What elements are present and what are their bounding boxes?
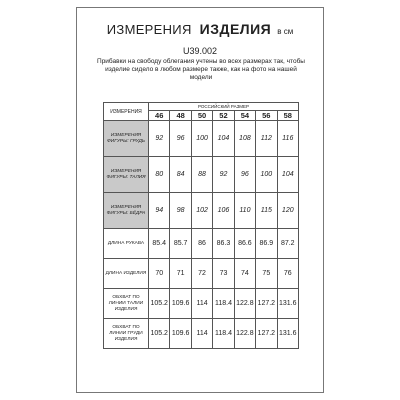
size-chart-sheet: [76, 7, 324, 393]
value-cell: 108: [234, 121, 255, 157]
title-measurements: ИЗМЕРЕНИЯ: [106, 22, 192, 37]
value-cell: 131.6: [277, 319, 298, 349]
size-header-cell: 48: [170, 111, 191, 121]
value-cell: 75: [256, 259, 277, 289]
value-cell: 110: [234, 193, 255, 229]
row-label: ДЛИНА ИЗДЕЛИЯ: [104, 259, 149, 289]
table-row: [104, 259, 299, 289]
value-cell: 112: [256, 121, 277, 157]
value-cell: 122.8: [234, 319, 255, 349]
table-row: [104, 157, 299, 193]
table-row: [104, 289, 299, 319]
value-cell: 118.4: [213, 289, 234, 319]
value-cell: 114: [191, 319, 212, 349]
title-unit: в см: [277, 27, 294, 36]
value-cell: 96: [234, 157, 255, 193]
value-cell: 100: [191, 121, 212, 157]
row-label: ИЗМЕРЕНИЯ ФИГУРЫ: ТАЛИЯ: [104, 157, 149, 193]
value-cell: 70: [149, 259, 170, 289]
value-cell: 109.6: [170, 319, 191, 349]
value-cell: 106: [213, 193, 234, 229]
value-cell: 100: [256, 157, 277, 193]
value-cell: 85.4: [149, 229, 170, 259]
value-cell: 105.2: [149, 289, 170, 319]
value-cell: 102: [191, 193, 212, 229]
value-cell: 88: [191, 157, 212, 193]
size-header-cell: 54: [234, 111, 255, 121]
title-garment: ИЗДЕЛИЯ: [199, 21, 272, 37]
value-cell: 92: [213, 157, 234, 193]
row-label: ДЛИНА РУКАВА: [104, 229, 149, 259]
value-cell: 86.6: [234, 229, 255, 259]
value-cell: 104: [277, 157, 298, 193]
table-row: [104, 193, 299, 229]
value-cell: 71: [170, 259, 191, 289]
value-cell: 118.4: [213, 319, 234, 349]
value-cell: 94: [149, 193, 170, 229]
value-cell: 96: [170, 121, 191, 157]
size-header-cell: 52: [213, 111, 234, 121]
value-cell: 122.8: [234, 289, 255, 319]
size-header-row: [104, 103, 299, 111]
size-header-cell: 56: [256, 111, 277, 121]
row-label: ОБХВАТ ПО ЛИНИИ ТАЛИИ ИЗДЕЛИЯ: [104, 289, 149, 319]
value-cell: 115: [256, 193, 277, 229]
model-code: U39.002: [182, 46, 218, 56]
size-header-cell: 46: [149, 111, 170, 121]
value-cell: 131.6: [277, 289, 298, 319]
row-label: ИЗМЕРЕНИЯ ФИГУРЫ: ГРУДЬ: [104, 121, 149, 157]
value-cell: 86.9: [256, 229, 277, 259]
value-cell: 86.3: [213, 229, 234, 259]
table-row: [104, 229, 299, 259]
value-cell: 92: [149, 121, 170, 157]
value-cell: 86: [191, 229, 212, 259]
size-table: [103, 102, 299, 349]
value-cell: 73: [213, 259, 234, 289]
value-cell: 116: [277, 121, 298, 157]
fit-note: Прибавки на свободу облегания учтены во всех размерах так, чтобы изделие сидело в любом размере также, как на фото на нашей модели: [97, 58, 305, 81]
value-cell: 98: [170, 193, 191, 229]
page-title: [77, 21, 323, 39]
value-cell: 74: [234, 259, 255, 289]
value-cell: 120: [277, 193, 298, 229]
size-group-label: РОССИЙСКИЙ РАЗМЕР: [149, 103, 299, 111]
value-cell: 85.7: [170, 229, 191, 259]
value-cell: 72: [191, 259, 212, 289]
value-cell: 84: [170, 157, 191, 193]
value-cell: 114: [191, 289, 212, 319]
value-cell: 109.6: [170, 289, 191, 319]
table-row: [104, 319, 299, 349]
value-cell: 80: [149, 157, 170, 193]
row-label: ИЗМЕРЕНИЯ ФИГУРЫ: БЁДРА: [104, 193, 149, 229]
value-cell: 127.2: [256, 289, 277, 319]
value-cell: 127.2: [256, 319, 277, 349]
value-cell: 105.2: [149, 319, 170, 349]
value-cell: 104: [213, 121, 234, 157]
corner-label: ИЗМЕРЕНИЯ: [104, 103, 149, 121]
value-cell: 76: [277, 259, 298, 289]
size-header-cell: 58: [277, 111, 298, 121]
value-cell: 87.2: [277, 229, 298, 259]
row-label: ОБХВАТ ПО ЛИНИИ ГРУДИ ИЗДЕЛИЯ: [104, 319, 149, 349]
size-header-cell: 50: [191, 111, 212, 121]
table-row: [104, 121, 299, 157]
